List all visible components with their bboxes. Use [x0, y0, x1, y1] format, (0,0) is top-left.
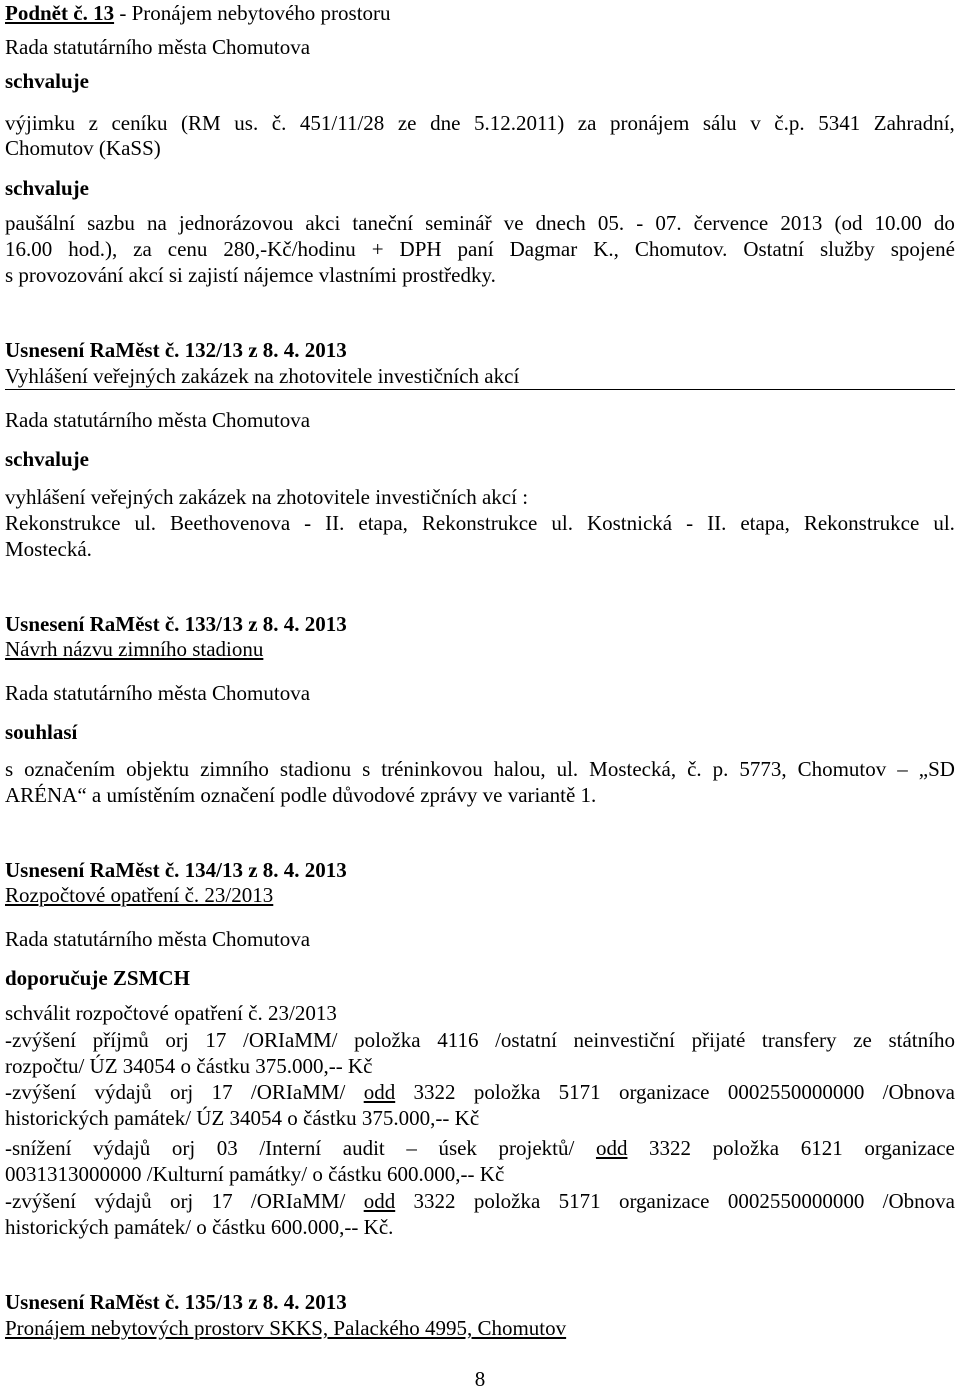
resolution-132-body: Rada statutárního města Chomutova [5, 408, 311, 432]
word: 451/11/28 [299, 111, 385, 135]
word: 3322 [413, 1189, 456, 1213]
word: transfery [761, 1028, 837, 1052]
word: ul. [551, 511, 573, 535]
word: /ostatní [495, 1028, 557, 1052]
resolution-133-body: Rada statutárního města Chomutova [5, 681, 311, 705]
divider [5, 389, 955, 390]
resolution-132-action: schvaluje [5, 447, 89, 471]
podnet-text1-line1 [5, 110, 955, 136]
word: výdajů [94, 1189, 152, 1213]
resolution-134-line1: schválit rozpočtové opatření č. 23/2013 [5, 1001, 337, 1025]
resolution-134-line2 [5, 1027, 955, 1053]
word: orj [171, 1136, 196, 1160]
word: 03 [216, 1136, 238, 1160]
word: etapa, [358, 511, 408, 535]
word: - [636, 211, 644, 235]
word: 2013 [780, 211, 823, 235]
word: ul. [556, 757, 579, 781]
word: Chomutov [797, 757, 887, 781]
podnet-action2: schvaluje [5, 176, 89, 200]
word: cenu [167, 237, 208, 261]
word: 3322 [413, 1080, 456, 1104]
word: /Obnova [882, 1189, 955, 1213]
podnet-label: Podnět č. 13 [5, 1, 115, 25]
resolution-132-subject: Vyhlášení veřejných zakázek na zhotovitele investičních akcí [5, 364, 520, 388]
podnet-body: Rada statutárního města Chomutova [5, 35, 311, 59]
word: orj [165, 1028, 189, 1052]
word: Zahradní, [873, 111, 955, 135]
word: úsek [438, 1136, 477, 1160]
word: státního [888, 1028, 955, 1052]
word: – [406, 1136, 417, 1160]
word: dnech [535, 211, 586, 235]
podnet-text2-line1 [5, 210, 955, 236]
word: (od [834, 211, 863, 235]
page-number: 8 [474, 1367, 486, 1391]
resolution-135-heading: Usnesení RaMěst č. 135/13 z 8. 4. 2013 [5, 1290, 347, 1314]
word: 4116 [437, 1028, 479, 1052]
word: ze [853, 1028, 872, 1052]
word: 0002550000000 [727, 1080, 865, 1104]
resolution-134-line6 [5, 1135, 955, 1161]
word: -snížení [5, 1136, 72, 1160]
word: Beethovenova [170, 511, 291, 535]
resolution-134-line3: rozpočtu/ ÚZ 34054 o částku 375.000,-- Kč [5, 1054, 373, 1078]
word: 5341 [818, 111, 861, 135]
word: Rekonstrukce [5, 511, 121, 535]
podnet-text2-line2 [5, 236, 955, 262]
word: označením [24, 757, 116, 781]
word: paní [457, 237, 494, 261]
resolution-133-heading: Usnesení RaMěst č. 133/13 z 8. 4. 2013 [5, 612, 347, 636]
word: K., [593, 237, 619, 261]
word: Rekonstrukce [803, 511, 920, 535]
podnet-heading [5, 0, 391, 26]
word: organizace [618, 1189, 710, 1213]
word: -zvýšení [5, 1189, 77, 1213]
resolution-134-line7: 0031313000000 /Kulturní památky/ o částku 600.000,-- Kč [5, 1162, 505, 1186]
word: ve [503, 211, 524, 235]
word: zimního [200, 757, 269, 781]
word: položka [712, 1136, 780, 1160]
word: služby [819, 237, 875, 261]
word: -zvýšení [5, 1080, 77, 1104]
word: + [371, 237, 384, 261]
word: etapa, [740, 511, 790, 535]
word: 5171 [558, 1189, 601, 1213]
word: Dagmar [509, 237, 578, 261]
word: položka [354, 1028, 421, 1052]
word: výdajů [93, 1136, 151, 1160]
word: stadionu [279, 757, 352, 781]
word: ceníku [111, 111, 168, 135]
word: 17 [211, 1080, 233, 1104]
word: 280,-Kč/hodinu [223, 237, 356, 261]
word: seminář [425, 211, 492, 235]
word: /ORIaMM/ [250, 1189, 346, 1213]
word: s [362, 757, 371, 781]
word: II. [325, 511, 345, 535]
word: us. [234, 111, 259, 135]
word: 10.00 [874, 211, 922, 235]
word: Ostatní [743, 237, 805, 261]
word: dne [430, 111, 461, 135]
word: - [686, 511, 694, 535]
word: č. [271, 111, 287, 135]
word: příjmů [92, 1028, 149, 1052]
podnet-title: - Pronájem nebytového prostoru [114, 1, 391, 25]
word: Rekonstrukce [421, 511, 538, 535]
word: p. [712, 757, 729, 781]
word: II. [707, 511, 727, 535]
word: ul. [134, 511, 157, 535]
word: – [897, 757, 908, 781]
word: 05. [597, 211, 625, 235]
resolution-133-action: souhlasí [5, 720, 78, 744]
word: 17 [205, 1028, 227, 1052]
word: 07. [655, 211, 682, 235]
word: 16.00 [5, 237, 53, 261]
word: hod.), [68, 237, 118, 261]
word: výjimku [5, 111, 76, 135]
word: /ORIaMM/ [242, 1028, 338, 1052]
word: 3322 [649, 1136, 692, 1160]
word: s [5, 757, 14, 781]
word: 0002550000000 [727, 1189, 865, 1213]
resolution-135-subject: Pronájem nebytových prostorv SKKS, Palackého 4995, Chomutov [5, 1316, 567, 1340]
word: 17 [211, 1189, 233, 1213]
word: z [88, 111, 98, 135]
word: organizace [864, 1136, 955, 1160]
resolution-132-heading: Usnesení RaMěst č. 132/13 z 8. 4. 2013 [5, 338, 347, 362]
word: do [933, 211, 955, 235]
word: 6121 [800, 1136, 843, 1160]
word: organizace [618, 1080, 710, 1104]
resolution-134-line8 [5, 1188, 955, 1214]
podnet-action1: schvaluje [5, 69, 89, 93]
word: DPH [399, 237, 442, 261]
resolution-133-subject: Návrh názvu zimního stadionu [5, 637, 264, 661]
word: pronájem [609, 111, 690, 135]
word: 5773, [739, 757, 787, 781]
word: tréninkovou [381, 757, 483, 781]
word: orj [169, 1189, 194, 1213]
word: halou, [493, 757, 546, 781]
word: taneční [352, 211, 414, 235]
word: /Interní [259, 1136, 322, 1160]
resolution-132-line2 [5, 510, 955, 536]
word: výdajů [94, 1080, 152, 1104]
resolution-134-line5: historických památek/ ÚZ 34054 o částku 375.000,-- Kč [5, 1106, 480, 1130]
word: přijaté [691, 1028, 746, 1052]
podnet-text2-line3: s provozování akcí si zajistí nájemce vlastními prostředky. [5, 263, 496, 287]
word: -zvýšení [5, 1028, 77, 1052]
word: za [577, 111, 597, 135]
word: sálu [702, 111, 737, 135]
word: audit [342, 1136, 385, 1160]
resolution-134-line4 [5, 1079, 955, 1105]
resolution-132-line1: vyhlášení veřejných zakázek na zhotovitele investičních akcí : [5, 485, 529, 509]
word: 5171 [558, 1080, 601, 1104]
word: Chomutov. [634, 237, 728, 261]
word: neinvestiční [573, 1028, 676, 1052]
word: sazbu [87, 211, 135, 235]
word: objektu [126, 757, 190, 781]
word: Kostnická [586, 511, 673, 535]
word: odd [363, 1189, 396, 1213]
word: na [147, 211, 167, 235]
resolution-134-subject: Rozpočtové opatření č. 23/2013 [5, 883, 274, 907]
word: spojené [890, 237, 955, 261]
word: akci [305, 211, 341, 235]
resolution-132-line3: Mostecká. [5, 537, 92, 561]
word: Mostecká, [589, 757, 677, 781]
word: odd [595, 1136, 628, 1160]
word: července [693, 211, 769, 235]
word: položka [473, 1080, 541, 1104]
word: orj [169, 1080, 194, 1104]
resolution-134-body: Rada statutárního města Chomutova [5, 927, 311, 951]
word: v [750, 111, 761, 135]
word: /ORIaMM/ [250, 1080, 346, 1104]
word: „SD [918, 757, 955, 781]
word: za [133, 237, 152, 261]
word: položka [473, 1189, 541, 1213]
word: projektů/ [498, 1136, 575, 1160]
word: odd [363, 1080, 396, 1104]
word: - [304, 511, 312, 535]
resolution-134-action: doporučuje ZSMCH [5, 966, 190, 990]
resolution-134-line9: historických památek/ o částku 600.000,-- Kč. [5, 1215, 394, 1239]
word: jednorázovou [178, 211, 294, 235]
word: č. [687, 757, 702, 781]
word: (RM [181, 111, 221, 135]
resolution-133-line1 [5, 756, 955, 782]
podnet-text1-line2: Chomutov (KaSS) [5, 136, 161, 160]
word: ze [397, 111, 417, 135]
word: 5.12.2011) [473, 111, 565, 135]
resolution-133-line2: ARÉNA“ a umístěním označení podle důvodové zprávy ve variantě 1. [5, 783, 597, 807]
word: /Obnova [882, 1080, 955, 1104]
word: č.p. [774, 111, 805, 135]
resolution-134-heading: Usnesení RaMěst č. 134/13 z 8. 4. 2013 [5, 858, 347, 882]
word: paušální [5, 211, 75, 235]
word: ul. [933, 511, 955, 535]
